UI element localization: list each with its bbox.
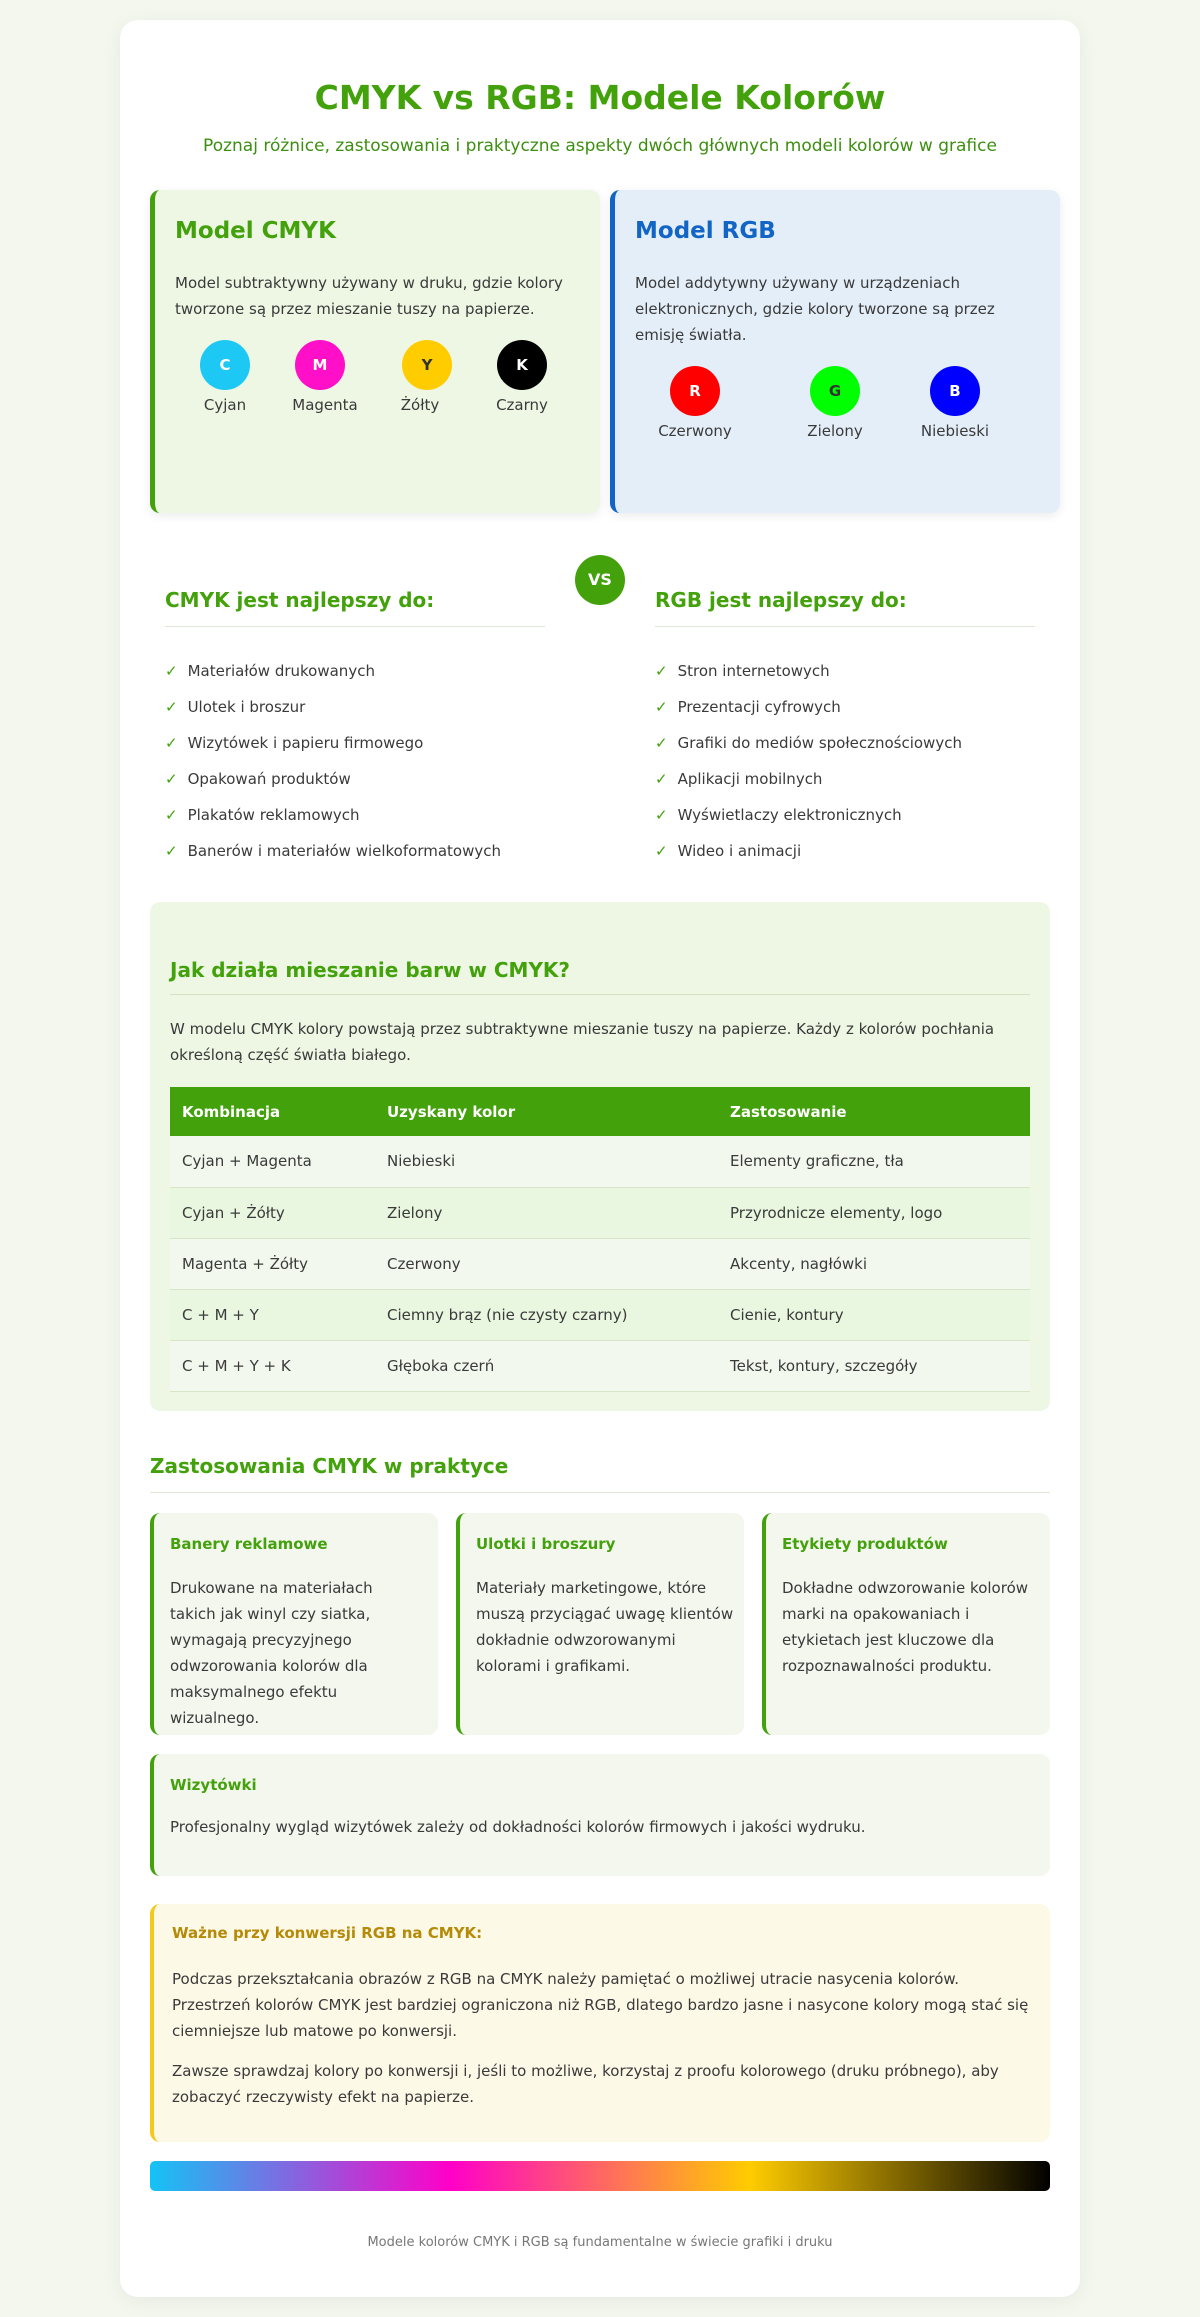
list-item-text: Aplikacji mobilnych bbox=[677, 770, 823, 788]
application-card bbox=[456, 1513, 744, 1735]
yellow-label: Żółty bbox=[400, 396, 440, 414]
table-cell: Cienie, kontury bbox=[718, 1289, 1030, 1340]
color-spectrum-bar bbox=[150, 2161, 1050, 2191]
application-card bbox=[762, 1513, 1050, 1735]
applications-title: Zastosowania CMYK w praktyce bbox=[150, 1454, 509, 1478]
list-item-text: Wyświetlaczy elektronicznych bbox=[677, 806, 902, 824]
table-cell: Czerwony bbox=[375, 1238, 718, 1289]
list-item bbox=[655, 806, 902, 824]
application-card-title: Banery reklamowe bbox=[170, 1535, 328, 1553]
rgb-model-title: Model RGB bbox=[635, 218, 776, 244]
footer-text: Modele kolorów CMYK i RGB są fundamentalne w świecie grafiki i druku bbox=[367, 2235, 833, 2250]
list-item bbox=[165, 662, 375, 680]
table-cell: Elementy graficzne, tła bbox=[718, 1136, 1030, 1187]
list-item bbox=[655, 698, 841, 716]
table-header-row bbox=[170, 1087, 1030, 1136]
divider bbox=[165, 626, 545, 627]
blue-swatch bbox=[930, 366, 980, 416]
swatch-letter: R bbox=[689, 382, 701, 400]
rgb-best-title: RGB jest najlepszy do: bbox=[655, 588, 907, 612]
list-item bbox=[165, 734, 423, 752]
black-swatch bbox=[497, 340, 547, 390]
red-label: Czerwony bbox=[658, 422, 732, 440]
mixing-table bbox=[170, 1087, 1030, 1392]
main-card bbox=[120, 20, 1080, 2297]
list-item bbox=[655, 770, 822, 788]
table-row bbox=[170, 1136, 1030, 1187]
list-item-text: Prezentacji cyfrowych bbox=[677, 698, 841, 716]
application-card-text: Profesjonalny wygląd wizytówek zależy od dokładności kolorów firmowych i jakości wydruku. bbox=[170, 1818, 866, 1836]
table-cell: Ciemny brąz (nie czysty czarny) bbox=[375, 1289, 718, 1340]
table-cell: Cyjan + Żółty bbox=[170, 1187, 375, 1238]
check-icon: ✓ bbox=[655, 806, 668, 824]
table-cell: Głęboka czerń bbox=[375, 1340, 718, 1391]
swatch-letter: B bbox=[949, 382, 961, 400]
table-row bbox=[170, 1238, 1030, 1289]
table-cell: Magenta + Żółty bbox=[170, 1238, 375, 1289]
swatch-letter: G bbox=[828, 382, 842, 400]
list-item bbox=[655, 734, 962, 752]
swatch-letter: C bbox=[219, 356, 231, 374]
application-card-title: Wizytówki bbox=[170, 1776, 257, 1794]
table-cell: Cyjan + Magenta bbox=[170, 1136, 375, 1187]
swatch-letter: K bbox=[516, 356, 528, 374]
warning-paragraph: Podczas przekształcania obrazów z RGB na CMYK należy pamiętać o możliwej utracie nasycenia kolorów. Przestrzeń kolorów CMYK jest bardziej ograniczona niż RGB, dlatego bardzo jasne i nasycone kolory mogą stać się ciemniejsze lub matowe po konwersji. bbox=[172, 1970, 1029, 2040]
list-item bbox=[655, 842, 801, 860]
cmyk-model-description: Model subtraktywny używany w druku, gdzie kolory tworzone są przez mieszanie tuszy na papierze. bbox=[175, 274, 563, 318]
application-card-title: Etykiety produktów bbox=[782, 1535, 948, 1553]
divider bbox=[655, 626, 1035, 627]
rgb-model-description: Model addytywny używany w urządzeniach elektronicznych, gdzie kolory tworzone są przez emisję światła. bbox=[635, 274, 995, 344]
check-icon: ✓ bbox=[165, 698, 178, 716]
mixing-description: W modelu CMYK kolory powstają przez subtraktywne mieszanie tuszy na papierze. Każdy z kolorów pochłania określoną część światła białego. bbox=[170, 1020, 995, 1064]
black-label: Czarny bbox=[496, 396, 548, 414]
red-swatch bbox=[670, 366, 720, 416]
table-cell: C + M + Y + K bbox=[170, 1340, 375, 1391]
conversion-warning bbox=[150, 1904, 1050, 2142]
swatch-letter: M bbox=[312, 356, 328, 374]
list-item-text: Banerów i materiałów wielkoformatowych bbox=[187, 842, 501, 860]
list-item bbox=[165, 698, 305, 716]
divider bbox=[150, 1492, 1050, 1493]
table-cell: Niebieski bbox=[375, 1136, 718, 1187]
column-header: Kombinacja bbox=[170, 1087, 375, 1136]
list-item bbox=[655, 662, 830, 680]
table-cell: Przyrodnicze elementy, logo bbox=[718, 1187, 1030, 1238]
cyan-swatch bbox=[200, 340, 250, 390]
check-icon: ✓ bbox=[655, 770, 668, 788]
mixing-title: Jak działa mieszanie barw w CMYK? bbox=[170, 958, 571, 982]
blue-label: Niebieski bbox=[920, 422, 990, 440]
application-card bbox=[150, 1513, 438, 1735]
list-item-text: Opakowań produktów bbox=[187, 770, 351, 788]
cmyk-best-title: CMYK jest najlepszy do: bbox=[165, 588, 435, 612]
page-title: CMYK vs RGB: Modele Kolorów bbox=[314, 78, 886, 117]
application-card-title: Ulotki i broszury bbox=[476, 1535, 616, 1553]
warning-paragraph: Zawsze sprawdzaj kolory po konwersji i, jeśli to możliwe, korzystaj z proofu kolorowego (druku próbnego), aby zobaczyć rzeczywisty efekt na papierze. bbox=[172, 2062, 999, 2106]
list-item-text: Plakatów reklamowych bbox=[187, 806, 360, 824]
magenta-swatch bbox=[295, 340, 345, 390]
list-item-text: Wideo i animacji bbox=[677, 842, 802, 860]
warning-title: Ważne przy konwersji RGB na CMYK: bbox=[172, 1924, 483, 1942]
swatch-letter: Y bbox=[421, 356, 433, 374]
list-item-text: Materiałów drukowanych bbox=[187, 662, 375, 680]
check-icon: ✓ bbox=[165, 842, 178, 860]
application-card-text: Drukowane na materiałach takich jak winyl czy siatka, wymagają precyzyjnego odwzorowania kolorów dla maksymalnego efektu wizualnego. bbox=[170, 1579, 373, 1727]
list-item-text: Grafiki do mediów społecznościowych bbox=[677, 734, 962, 752]
table-cell: C + M + Y bbox=[170, 1289, 375, 1340]
magenta-label: Magenta bbox=[292, 396, 358, 414]
check-icon: ✓ bbox=[165, 662, 178, 680]
table-row bbox=[170, 1289, 1030, 1340]
table-cell: Tekst, kontury, szczegóły bbox=[718, 1340, 1030, 1391]
check-icon: ✓ bbox=[165, 806, 178, 824]
cmyk-model-card bbox=[150, 190, 600, 513]
check-icon: ✓ bbox=[655, 698, 668, 716]
check-icon: ✓ bbox=[165, 734, 178, 752]
check-icon: ✓ bbox=[655, 842, 668, 860]
green-swatch bbox=[810, 366, 860, 416]
check-icon: ✓ bbox=[655, 662, 668, 680]
list-item bbox=[165, 770, 351, 788]
list-item-text: Wizytówek i papieru firmowego bbox=[187, 734, 424, 752]
green-label: Zielony bbox=[807, 422, 863, 440]
list-item bbox=[165, 806, 360, 824]
table-row bbox=[170, 1187, 1030, 1238]
page-subtitle: Poznaj różnice, zastosowania i praktyczne aspekty dwóch głównych modeli kolorów w grafice bbox=[203, 136, 997, 156]
table-cell: Akcenty, nagłówki bbox=[718, 1238, 1030, 1289]
cyan-label: Cyjan bbox=[203, 396, 247, 414]
table-cell: Zielony bbox=[375, 1187, 718, 1238]
cmyk-model-title: Model CMYK bbox=[175, 218, 336, 244]
application-card-text: Dokładne odwzorowanie kolorów marki na opakowaniach i etykietach jest kluczowe dla rozpoznawalności produktu. bbox=[782, 1579, 1029, 1675]
vs-badge: VS bbox=[575, 555, 625, 605]
list-item bbox=[165, 842, 501, 860]
check-icon: ✓ bbox=[655, 734, 668, 752]
check-icon: ✓ bbox=[165, 770, 178, 788]
list-item-text: Ulotek i broszur bbox=[187, 698, 306, 716]
divider bbox=[170, 994, 1030, 995]
mixing-section bbox=[150, 902, 1050, 1411]
column-header: Uzyskany kolor bbox=[375, 1087, 718, 1136]
application-card bbox=[150, 1754, 1050, 1876]
column-header: Zastosowanie bbox=[718, 1087, 1030, 1136]
yellow-swatch bbox=[402, 340, 452, 390]
rgb-model-card bbox=[610, 190, 1060, 513]
table-row bbox=[170, 1340, 1030, 1391]
list-item-text: Stron internetowych bbox=[677, 662, 830, 680]
application-card-text: Materiały marketingowe, które muszą przyciągać uwagę klientów dokładnie odwzorowanymi kolorami i grafikami. bbox=[476, 1579, 734, 1675]
